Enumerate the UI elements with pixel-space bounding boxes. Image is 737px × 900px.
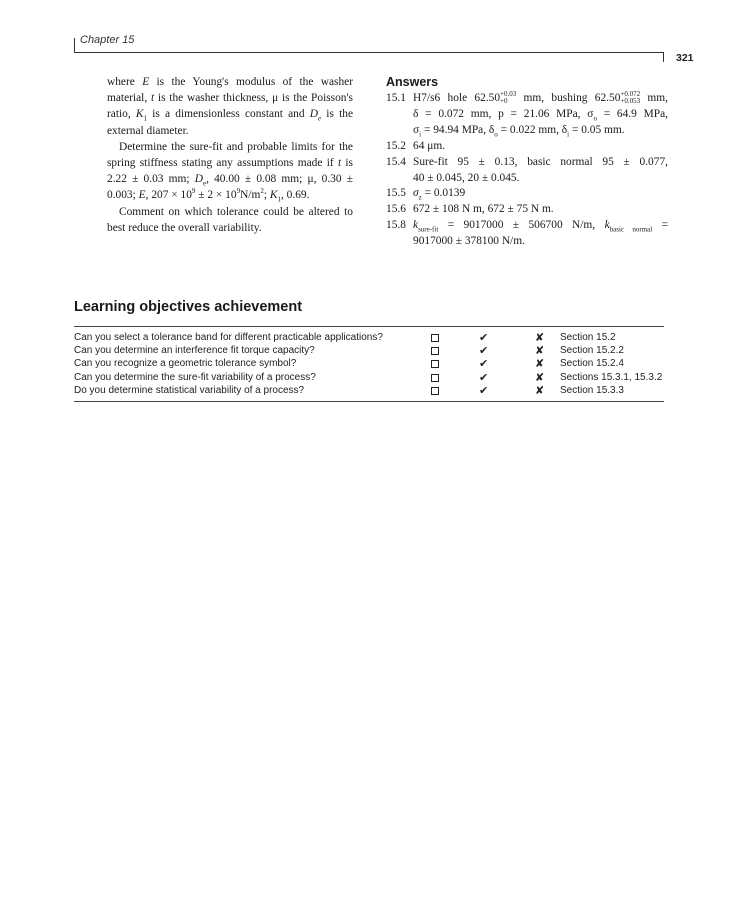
text-run: Determine the sure-fit and probable limits for the spring stiffness stating any assumptions made if [107,140,353,170]
answer-number: 15.5 [386,187,406,200]
page-number: 321 [676,52,694,64]
text-run: where [107,76,143,88]
text-run: δ = 0.072 mm, p = 21.06 MPa, σ [413,107,594,120]
cross-icon: ✘ [535,384,545,397]
text-run: = 0.022 mm, δ [497,123,568,136]
table-row [74,345,664,358]
answers-title: Answers [386,75,439,89]
running-head: Chapter 15 [80,34,135,46]
subscript: sure-fit [418,225,439,234]
paragraph-task: Determine the sure-fit and probable limits for the spring stiffness stating any assumptions made if t is 2.22 ± 0.03 mm; $D_e$, 40.00 ± 0.08 mm; μ, 0.30 ± 0.003; E, $207 \times 10^9 \pm 2 \times 10^9N/m^2$; $K_1$, 0.69. [107,140,353,204]
table-row [74,358,664,371]
objective-question: Can you determine an interference fit torque capacity? [74,345,315,357]
text-run: ± 2 × 10 [195,189,237,202]
tolerance-upper: +0.072 [620,90,641,99]
answers-list [386,91,668,250]
answer-15-6 [386,202,668,218]
answer-15-8 [386,218,668,250]
text-run: = 64.9 MPa, [596,107,668,120]
check-icon: ✔ [479,371,489,384]
left-column [107,74,353,236]
table-row [74,385,664,398]
subscript: basic normal [609,225,653,234]
section-reference: Section 15.2.2 [560,345,624,357]
checkbox-icon[interactable] [431,387,439,395]
tolerance-lower: +0 [500,97,508,106]
paragraph-comment: Comment on which tolerance could be altered to best reduce the overall variability. [107,205,353,234]
answer-number: 15.4 [386,155,406,168]
subscript: o [494,130,498,139]
answer-number: 15.1 [386,92,406,104]
check-icon: ✔ [479,332,489,344]
objective-question: Can you recognize a geometric tolerance symbol? [74,358,297,370]
subscript: i [567,130,570,139]
header-right-tick [663,52,664,62]
text-run: N/m [240,189,261,202]
cross-icon: ✘ [535,332,545,344]
check-icon: ✔ [479,358,489,371]
answer-15-4 [386,155,668,187]
answer-text: Sure-fit 95 ± 0.13, basic normal 95 ± 0.077, [413,155,668,168]
header-left-tick [74,38,75,52]
header-rule [74,52,664,53]
answer-number: 15.6 [386,203,406,216]
table-row [74,332,664,345]
answer-number: 15.8 [386,219,406,232]
subscript: i [419,130,422,139]
text-run: , 0.69. [280,189,310,202]
text-run: = [652,219,668,232]
answer-text: 9017000 ± 378100 N/m. [413,235,525,248]
subscript: z [418,193,422,202]
checkbox-icon[interactable] [431,374,439,382]
text-run: is the washer thickness, μ is the Poisson's ratio, [107,92,353,121]
section-reference: Section 15.3.3 [560,384,624,396]
checkbox-icon[interactable] [431,347,439,355]
objective-question: Can you determine the sure-fit variability of a process? [74,371,316,383]
checkbox-icon[interactable] [431,360,439,368]
learning-objectives-title: Learning objectives achievement [74,299,303,315]
tolerance-stack [620,91,640,105]
paragraph-definitions: where E is the Young's modulus of the washer material, t is the washer thickness, μ is the Poisson's ratio, $K_1$ is a dimensionless constant and $D_e$ is the external diameter. [107,76,353,137]
answer-text: 672 ± 108 N m, 672 ± 75 N m. [413,203,554,216]
symbol: k [413,219,419,232]
table-bottom-rule [74,401,664,402]
text-run: σ [413,123,420,136]
answer-15-2 [386,139,668,155]
answer-number: 15.2 [386,139,406,152]
tolerance-stack [500,91,516,105]
check-icon: ✔ [479,345,489,358]
section-reference: Section 15.2 [560,332,616,343]
answer-15-5 [386,186,668,202]
text-run: is the Young's modulus of the washer material, [107,76,353,105]
answer-text: 64 μm. [413,139,446,152]
text-run: is the external diameter. [107,108,353,137]
symbol: k [604,219,610,232]
text-run: mm, bushing 62.50 [516,92,621,104]
tolerance-upper: +0.03 [500,90,517,99]
symbol: σ [413,187,419,200]
table-top-rule [74,326,664,327]
objective-question: Do you determine statistical variability of a process? [74,384,305,396]
text-run: is 2.22 ± 0.03 mm; [107,157,353,186]
checkbox-icon[interactable] [431,334,439,342]
answer-text: 40 ± 0.045, 20 ± 0.045. [413,171,520,184]
cross-icon: ✘ [535,345,545,358]
text-run: , 40.00 ± 0.08 mm; μ, 0.30 ± 0.003; [107,173,353,202]
tolerance-lower: +0.053 [620,97,641,106]
cross-icon: ✘ [535,371,545,384]
section-reference: Section 15.2.4 [560,358,624,370]
text-run: = 0.05 mm. [569,123,625,136]
text-run: mm, [640,92,668,104]
text-run: , 207 × 10 [145,189,192,202]
answer-15-1 [386,91,668,139]
section-reference: Sections 15.3.1, 15.3.2 [560,371,663,383]
text-run: = 0.0139 [421,187,466,200]
check-icon: ✔ [479,384,489,397]
cross-icon: ✘ [535,358,545,371]
text-run: ; [263,189,270,202]
subscript: o [593,114,597,123]
text-run: = 9017000 ± 506700 N/m, [438,219,605,232]
learning-objectives-table [74,332,664,398]
table-row [74,372,664,385]
objective-question: Can you select a tolerance band for different practicable applications? [74,332,383,343]
text-run: H7/s6 hole 62.50 [413,92,501,104]
text-run: is a dimensionless constant and [147,108,310,121]
text-run: = 94.94 MPa, δ [421,123,495,136]
